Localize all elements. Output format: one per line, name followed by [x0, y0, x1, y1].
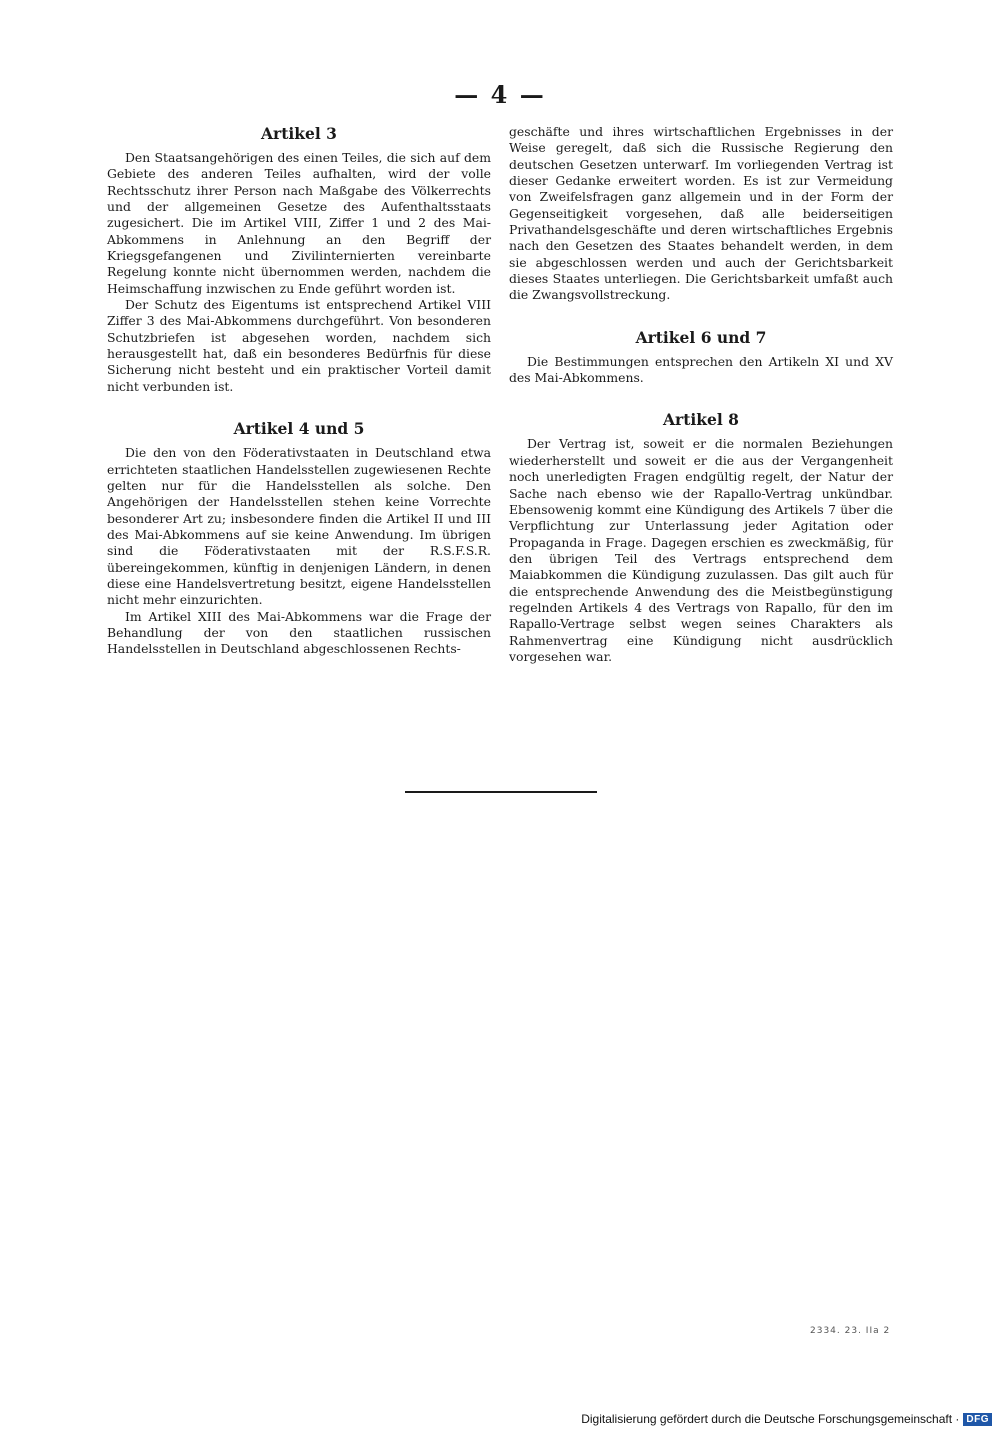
- article-3-paragraph-1: Den Staatsangehörigen des einen Teiles, die sich auf dem Gebiete des anderen Teiles aufhalten, wird der volle Rechtsschutz ihrer Person nach Maßgabe des Völkerrechts und der allgemeinen Gesetze des Aufenthaltsstaats zugesichert. Die im Artikel VIII, Ziffer 1 und 2 des Mai-Abkommens in Anlehnung an den Begriff der Kriegsgefangenen und Zivilinternierten vereinbarte Regelung konnte nicht übernommen werden, nachdem die Heimschaffung inzwischen zu Ende geführt worden ist.: [107, 150, 491, 296]
- article-8-heading: Artikel 8: [663, 410, 739, 430]
- left-column: [107, 124, 491, 658]
- article-3-heading: Artikel 3: [261, 124, 337, 143]
- article-4-5-heading: Artikel 4 und 5: [233, 419, 365, 439]
- footer-text: Digitalisierung gefördert durch die Deutsche Forschungsgemeinschaft ·: [581, 1412, 960, 1426]
- end-rule: [405, 791, 597, 793]
- digitization-footer: [581, 1412, 992, 1426]
- page-number: — 4 —: [454, 80, 546, 109]
- article-6-7-heading: Artikel 6 und 7: [635, 327, 767, 347]
- printer-mark: 2334. 23. IIa 2: [810, 1326, 891, 1336]
- dfg-logo-icon: DFG: [963, 1413, 992, 1426]
- article-3-paragraph-2: Der Schutz des Eigentums ist entsprechend Artikel VIII Ziffer 3 des Mai-Abkommens durchgeführt. Von besonderen Schutzbriefen ist abgesehen worden, nachdem sich herausgestellt hat, daß ein besonderes Bedürfnis für diese Sicherung nicht besteht und ein praktischer Vorteil damit nicht verbunden ist.: [107, 297, 491, 394]
- right-column: [509, 124, 893, 665]
- article-4-5-paragraph-2: Im Artikel XIII des Mai-Abkommens war die Frage der Behandlung der von den staatlichen russischen Handelsstellen in Deutschland abgeschlossenen Rechts-: [107, 608, 491, 657]
- article-8-paragraph-1: Der Vertrag ist, soweit er die normalen Beziehungen wiederherstellt und soweit er die aus der Vergangenheit noch unerledigten Fragen endgültig regelt, der Natur der Sache nach ebenso wie der Rapallo-Vertrag unkündbar. Ebensowenig kommt eine Kündigung des Artikels 7 über die Verpflichtung zur Unterlassung jeder Agitation oder Propaganda in Frage. Dagegen erschien es zweckmäßig, für den übrigen Teil des Vertrags entsprechend dem Maiabkommen die Kündigung zuzulassen. Das gilt auch für die entsprechende Anwendung des die Meistbegünstigung regelnden Artikels 4 des Vertrags von Rapallo, für den im Rapallo-Vertrage selbst wegen seines Charakters als Rahmenvertrag eine Kündigung nicht ausdrücklich vorgesehen war.: [509, 436, 893, 664]
- article-4-5-paragraph-1: Die den von den Föderativstaaten in Deutschland etwa errichteten staatlichen Handelsstellen zugewiesenen Rechte gelten nur für die Handelsstellen als solche. Den Angehörigen der Handelsstellen stehen keine Vorrechte besonderer Art zu; insbesondere finden die Artikel II und III des Mai-Abkommens auf sie keine Anwendung. Im übrigen sind die Föderativstaaten mit der R.S.F.S.R. übereingekommen, künftig in denjenigen Ländern, in denen diese eine Handelsvertretung besitzt, eigene Handelsstellen nicht mehr einzurichten.: [107, 445, 491, 608]
- article-4-5-paragraph-2-continued: geschäfte und ihres wirtschaftlichen Ergebnisses in der Weise geregelt, daß sich die Russische Regierung den deutschen Gesetzen unterwarf. Im vorliegenden Vertrag ist dieser Gedanke erweitert worden. Es ist zur Vermeidung von Zweifelsfragen ganz allgemein und in der Form der Gegenseitigkeit vorgesehen, daß alle beiderseitigen Privathandelsgeschäfte und deren wirtschaftliches Ergebnis nach den Gesetzen des Staates behandelt werden, in dem sie abgeschlossen werden und auch der Gerichtsbarkeit dieses Staates unterliegen. Die Gerichtsbarkeit umfaßt auch die Zwangsvollstreckung.: [509, 124, 893, 303]
- article-6-7-paragraph-1: Die Bestimmungen entsprechen den Artikeln XI und XV des Mai-Abkommens.: [509, 353, 893, 386]
